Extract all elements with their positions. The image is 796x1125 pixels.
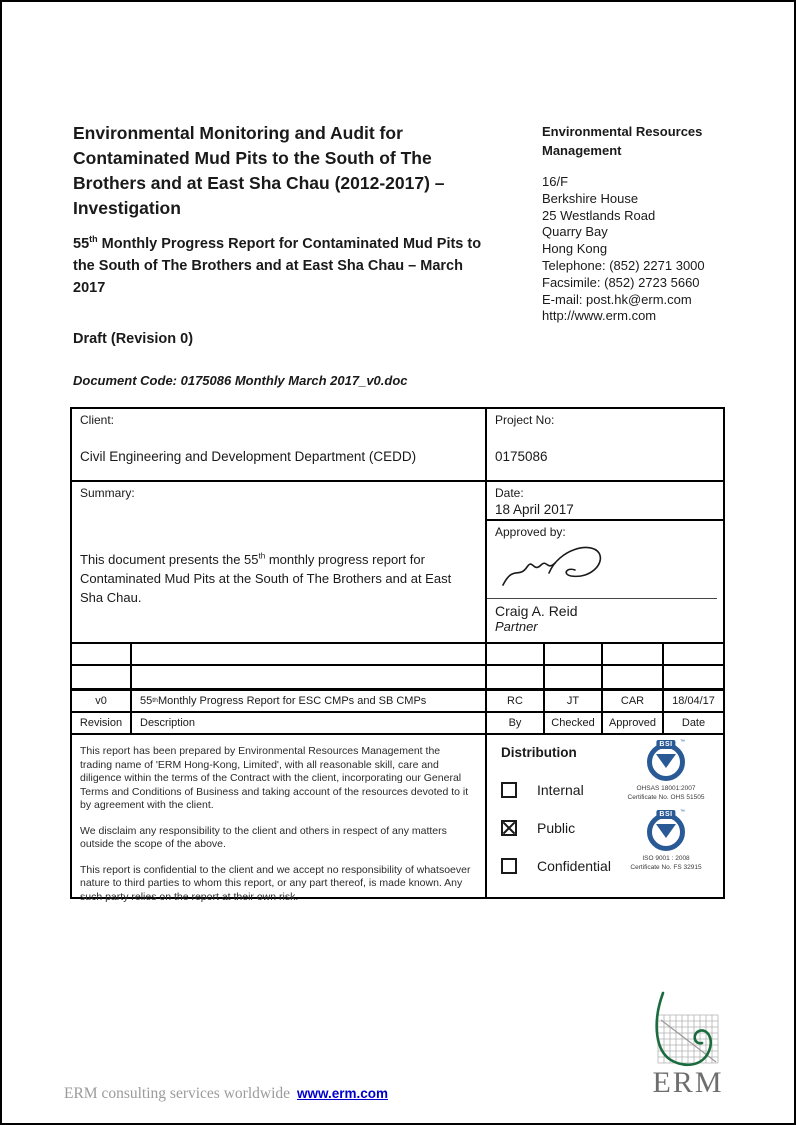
revision-header-by: By — [487, 713, 545, 735]
footer — [64, 1085, 388, 1103]
empty-date-cell — [664, 666, 723, 688]
public-checkbox[interactable] — [501, 820, 517, 836]
bsi-brand-text: BSI — [656, 740, 675, 749]
empty-revision-cell — [72, 666, 132, 688]
empty-approved-cell — [603, 644, 664, 666]
public-label: Public — [537, 820, 576, 836]
company-name: Environmental Resources Management — [542, 124, 703, 158]
revision-header-date: Date — [664, 713, 723, 735]
disclaimer-paragraph-3: This report is confidential to the client and we accept no responsibility of whatsoever nature to third parties to whom this report, or any part thereof, is made known. Any such party relies on the report at their own risk. — [80, 863, 471, 903]
disclaimer-cell — [72, 735, 487, 903]
erm-logo-spiral — [657, 993, 711, 1065]
revision-header-checked: Checked — [545, 713, 603, 735]
summary-text-rest: monthly progress report for Contaminated Mud Pits at the South of The Brothers and at East Sha Chau. — [80, 552, 452, 605]
bsi-logo-icon — [647, 809, 685, 851]
address-line-street: 25 Westlands Road — [542, 207, 656, 223]
empty-by-cell — [487, 644, 545, 666]
bsi-brand-text: BSI — [656, 810, 675, 819]
bsi-triangle-icon — [656, 754, 676, 768]
bsi-ohsas-certificate-no: Certificate No. OHS 51505 — [627, 793, 705, 801]
bsi-iso-certificate-no: Certificate No. FS 32915 — [630, 863, 702, 871]
bsi-ohsas-standard: OHSAS 18001:2007 — [636, 785, 696, 792]
empty-revision-cell — [72, 644, 132, 666]
bsi-iso-certification — [627, 809, 705, 872]
distribution-label: Distribution — [501, 745, 577, 760]
revision-by-cell: RC — [487, 688, 545, 713]
project-no-cell — [487, 409, 723, 482]
revision-header-revision: Revision — [72, 713, 132, 735]
internal-label: Internal — [537, 782, 584, 798]
company-facsimile: Facsimile: (852) 2723 5660 — [542, 274, 700, 290]
client-cell — [72, 409, 487, 482]
empty-date-cell — [664, 644, 723, 666]
client-label: Client: — [80, 413, 115, 427]
subtitle-number: 55 — [73, 236, 90, 252]
distribution-cell — [487, 735, 723, 897]
date-value: 18 April 2017 — [495, 502, 574, 517]
erm-logo-text: ERM — [652, 1066, 724, 1099]
revision-checked-cell: JT — [545, 688, 603, 713]
date-cell — [487, 482, 723, 521]
signature-scribble — [495, 541, 625, 599]
approved-by-label: Approved by: — [495, 525, 566, 539]
revision-header-approved: Approved — [603, 713, 664, 735]
revision-approved-cell: CAR — [603, 688, 664, 713]
disclaimer-paragraph-1: This report has been prepared by Environmental Resources Management the trading name of 'ERM Hong-Kong, Limited', with all reasonable skill, care and diligence within the terms of the Contract with the client, incorporating our General Terms and Conditions of Business and taking account of the resources devoted to it by agreement with the client. — [80, 745, 469, 811]
company-telephone: Telephone: (852) 2271 3000 — [542, 257, 705, 273]
summary-text-start: This document presents the 55 — [80, 552, 259, 567]
company-block — [542, 122, 757, 325]
company-address — [542, 174, 757, 325]
signature — [487, 539, 723, 602]
empty-checked-cell — [545, 644, 603, 666]
bsi-ohsas-certification — [627, 739, 705, 802]
company-email[interactable]: E-mail: post.hk@erm.com — [542, 291, 692, 307]
bsi-triangle-icon — [656, 824, 676, 838]
empty-approved-cell — [603, 666, 664, 688]
date-label: Date: — [495, 486, 524, 500]
client-value: Civil Engineering and Development Department (CEDD) — [80, 449, 417, 464]
internal-checkbox[interactable] — [501, 782, 517, 798]
address-line-city: Hong Kong — [542, 241, 608, 257]
revision-date-cell: 18/04/17 — [664, 688, 723, 713]
subtitle-superscript: th — [89, 234, 98, 245]
subtitle-rest: Monthly Progress Report for Contaminated Mud Pits to the South of The Brothers and at East Sha Chau – March 2017 — [73, 236, 482, 296]
info-table — [70, 407, 725, 903]
summary-cell — [72, 482, 487, 644]
approver-name: Craig A. Reid — [495, 603, 578, 619]
confidential-checkbox[interactable] — [501, 858, 517, 874]
footer-tagline: ERM consulting services worldwide — [64, 1085, 291, 1102]
bsi-iso-standard: ISO 9001 : 2008 — [642, 855, 690, 862]
empty-description-cell — [132, 666, 487, 688]
empty-description-cell — [132, 644, 487, 666]
revision-desc-number: 55 — [140, 695, 153, 707]
address-line-district: Quarry Bay — [542, 224, 608, 240]
bsi-trademark-icon: ™ — [680, 809, 685, 815]
disclaimer-paragraph-2: We disclaim any responsibility to the client and others in respect of any matters outside the scope of the above. — [80, 824, 447, 850]
project-no-label: Project No: — [495, 413, 555, 427]
summary-superscript: th — [258, 551, 266, 561]
confidential-label: Confidential — [537, 858, 611, 874]
erm-website-link[interactable]: www.erm.com — [297, 1086, 389, 1101]
draft-revision-label: Draft (Revision 0) — [73, 331, 194, 347]
bsi-logo-icon — [647, 739, 685, 781]
report-subtitle — [73, 233, 493, 299]
project-no-value: 0175086 — [495, 449, 548, 464]
summary-text — [72, 500, 485, 607]
empty-checked-cell — [545, 666, 603, 688]
address-line-floor: 16/F — [542, 174, 569, 189]
company-website[interactable]: http://www.erm.com — [542, 308, 657, 324]
summary-label: Summary: — [80, 486, 135, 500]
bsi-trademark-icon: ™ — [680, 739, 685, 745]
approved-by-cell — [487, 521, 723, 644]
revision-header-description: Description — [132, 713, 487, 735]
erm-logo — [638, 985, 738, 1100]
report-title: Environmental Monitoring and Audit for Contaminated Mud Pits to the South of The Brothers and at East Sha Chau (2012-2017) – Investigation — [73, 123, 445, 218]
empty-by-cell — [487, 666, 545, 688]
address-line-building: Berkshire House — [542, 190, 639, 206]
document-code: Document Code: 0175086 Monthly March 2017_v0.doc — [73, 373, 408, 388]
revision-desc-rest: Monthly Progress Report for ESC CMPs and SB CMPs — [157, 695, 427, 707]
revision-description-cell: 55 th Monthly Progress Report for ESC CMPs and SB CMPs — [132, 688, 487, 713]
revision-id-cell: v0 — [72, 688, 132, 713]
approver-title: Partner — [495, 619, 538, 634]
